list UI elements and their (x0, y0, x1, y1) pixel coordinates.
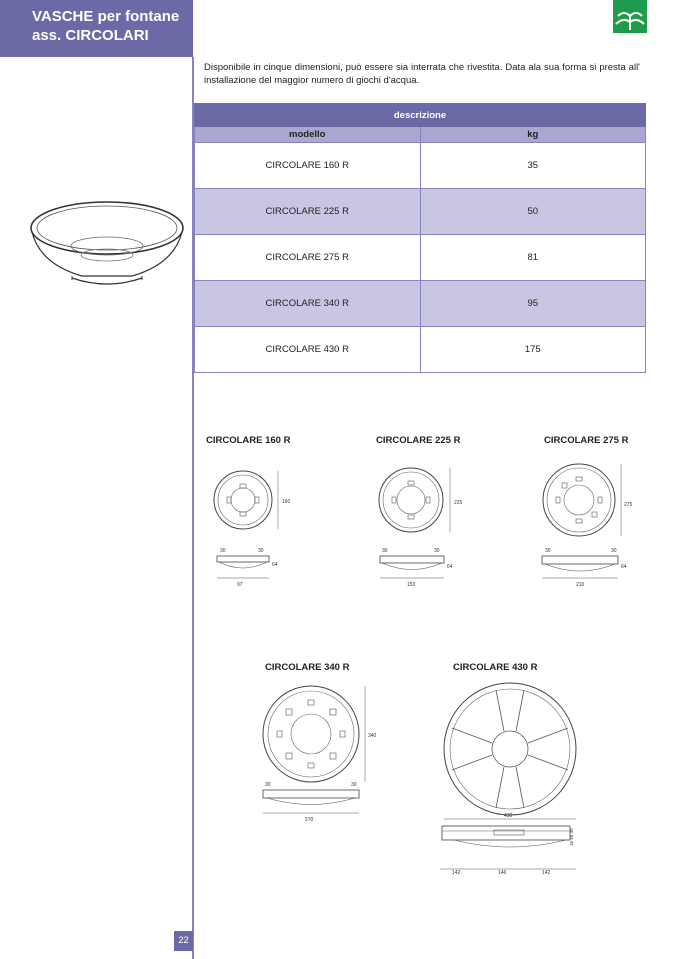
section-header (0, 0, 193, 57)
dim-side-a: 30 (382, 548, 388, 554)
table-row (195, 327, 646, 373)
cell-kg: 81 (420, 235, 646, 281)
dim-width: 153 (407, 582, 416, 588)
dim-width: 270 (305, 817, 314, 823)
diagram-title-275: CIRCOLARE 275 R (544, 435, 629, 446)
dim-diameter: 340 (368, 733, 377, 739)
diagram-160 (206, 468, 296, 590)
dim-seg-a: 142 (452, 870, 461, 876)
page-number: 22 (174, 931, 193, 951)
diagram-430 (434, 678, 584, 880)
header-line-2: ass. CIRCOLARI (32, 27, 149, 44)
dim-side-a: 30 (220, 548, 226, 554)
dim-diameter: 160 (282, 499, 291, 505)
cell-kg: 50 (420, 189, 646, 235)
diagram-title-430: CIRCOLARE 430 R (453, 662, 538, 673)
dim-diameter: 275 (624, 502, 633, 508)
column-header-model: modello (195, 127, 421, 143)
diagram-275 (536, 460, 636, 590)
table-title: descrizione (195, 104, 646, 127)
dim-diameter: 430 (504, 813, 513, 819)
dim-diameter: 225 (454, 500, 463, 506)
dim-height: 64 (447, 564, 453, 570)
dim-side-b: 30 (258, 548, 264, 554)
diagram-title-340: CIRCOLARE 340 R (265, 662, 350, 673)
cell-model: CIRCOLARE 430 R (195, 327, 421, 373)
table-row (195, 235, 646, 281)
dim-width: 97 (237, 582, 243, 588)
table-row (195, 143, 646, 189)
diagram-225 (370, 464, 470, 590)
cell-kg: 95 (420, 281, 646, 327)
header-line-1: VASCHE per fontane (32, 8, 180, 25)
dim-side-a: 30 (265, 782, 271, 788)
brand-logo (613, 0, 647, 33)
dim-side-b: 30 (611, 548, 617, 554)
table-row (195, 189, 646, 235)
table-row (195, 281, 646, 327)
dim-heights: 16 40 30 (569, 828, 574, 846)
dim-height: 64 (621, 564, 627, 570)
intro-text: Disponibile in cinque dimensioni, può essere sia interrata che rivestita. Data ala sua forma si presta all' installazione del maggior numero di giochi d'acqua. (204, 62, 640, 86)
cell-model: CIRCOLARE 275 R (195, 235, 421, 281)
cell-kg: 175 (420, 327, 646, 373)
cell-model: CIRCOLARE 340 R (195, 281, 421, 327)
basin-illustration (28, 196, 186, 296)
spec-table (194, 103, 646, 373)
dim-side-b: 30 (434, 548, 440, 554)
dim-width: 210 (576, 582, 585, 588)
column-header-kg: kg (420, 127, 646, 143)
dim-seg-c: 142 (542, 870, 551, 876)
dim-seg-b: 146 (498, 870, 507, 876)
dim-side-a: 30 (545, 548, 551, 554)
cell-model: CIRCOLARE 225 R (195, 189, 421, 235)
cell-model: CIRCOLARE 160 R (195, 143, 421, 189)
diagram-title-160: CIRCOLARE 160 R (206, 435, 291, 446)
diagram-340 (255, 683, 380, 823)
cell-kg: 35 (420, 143, 646, 189)
dim-height: 64 (272, 562, 278, 568)
dim-side-b: 30 (351, 782, 357, 788)
diagram-title-225: CIRCOLARE 225 R (376, 435, 461, 446)
